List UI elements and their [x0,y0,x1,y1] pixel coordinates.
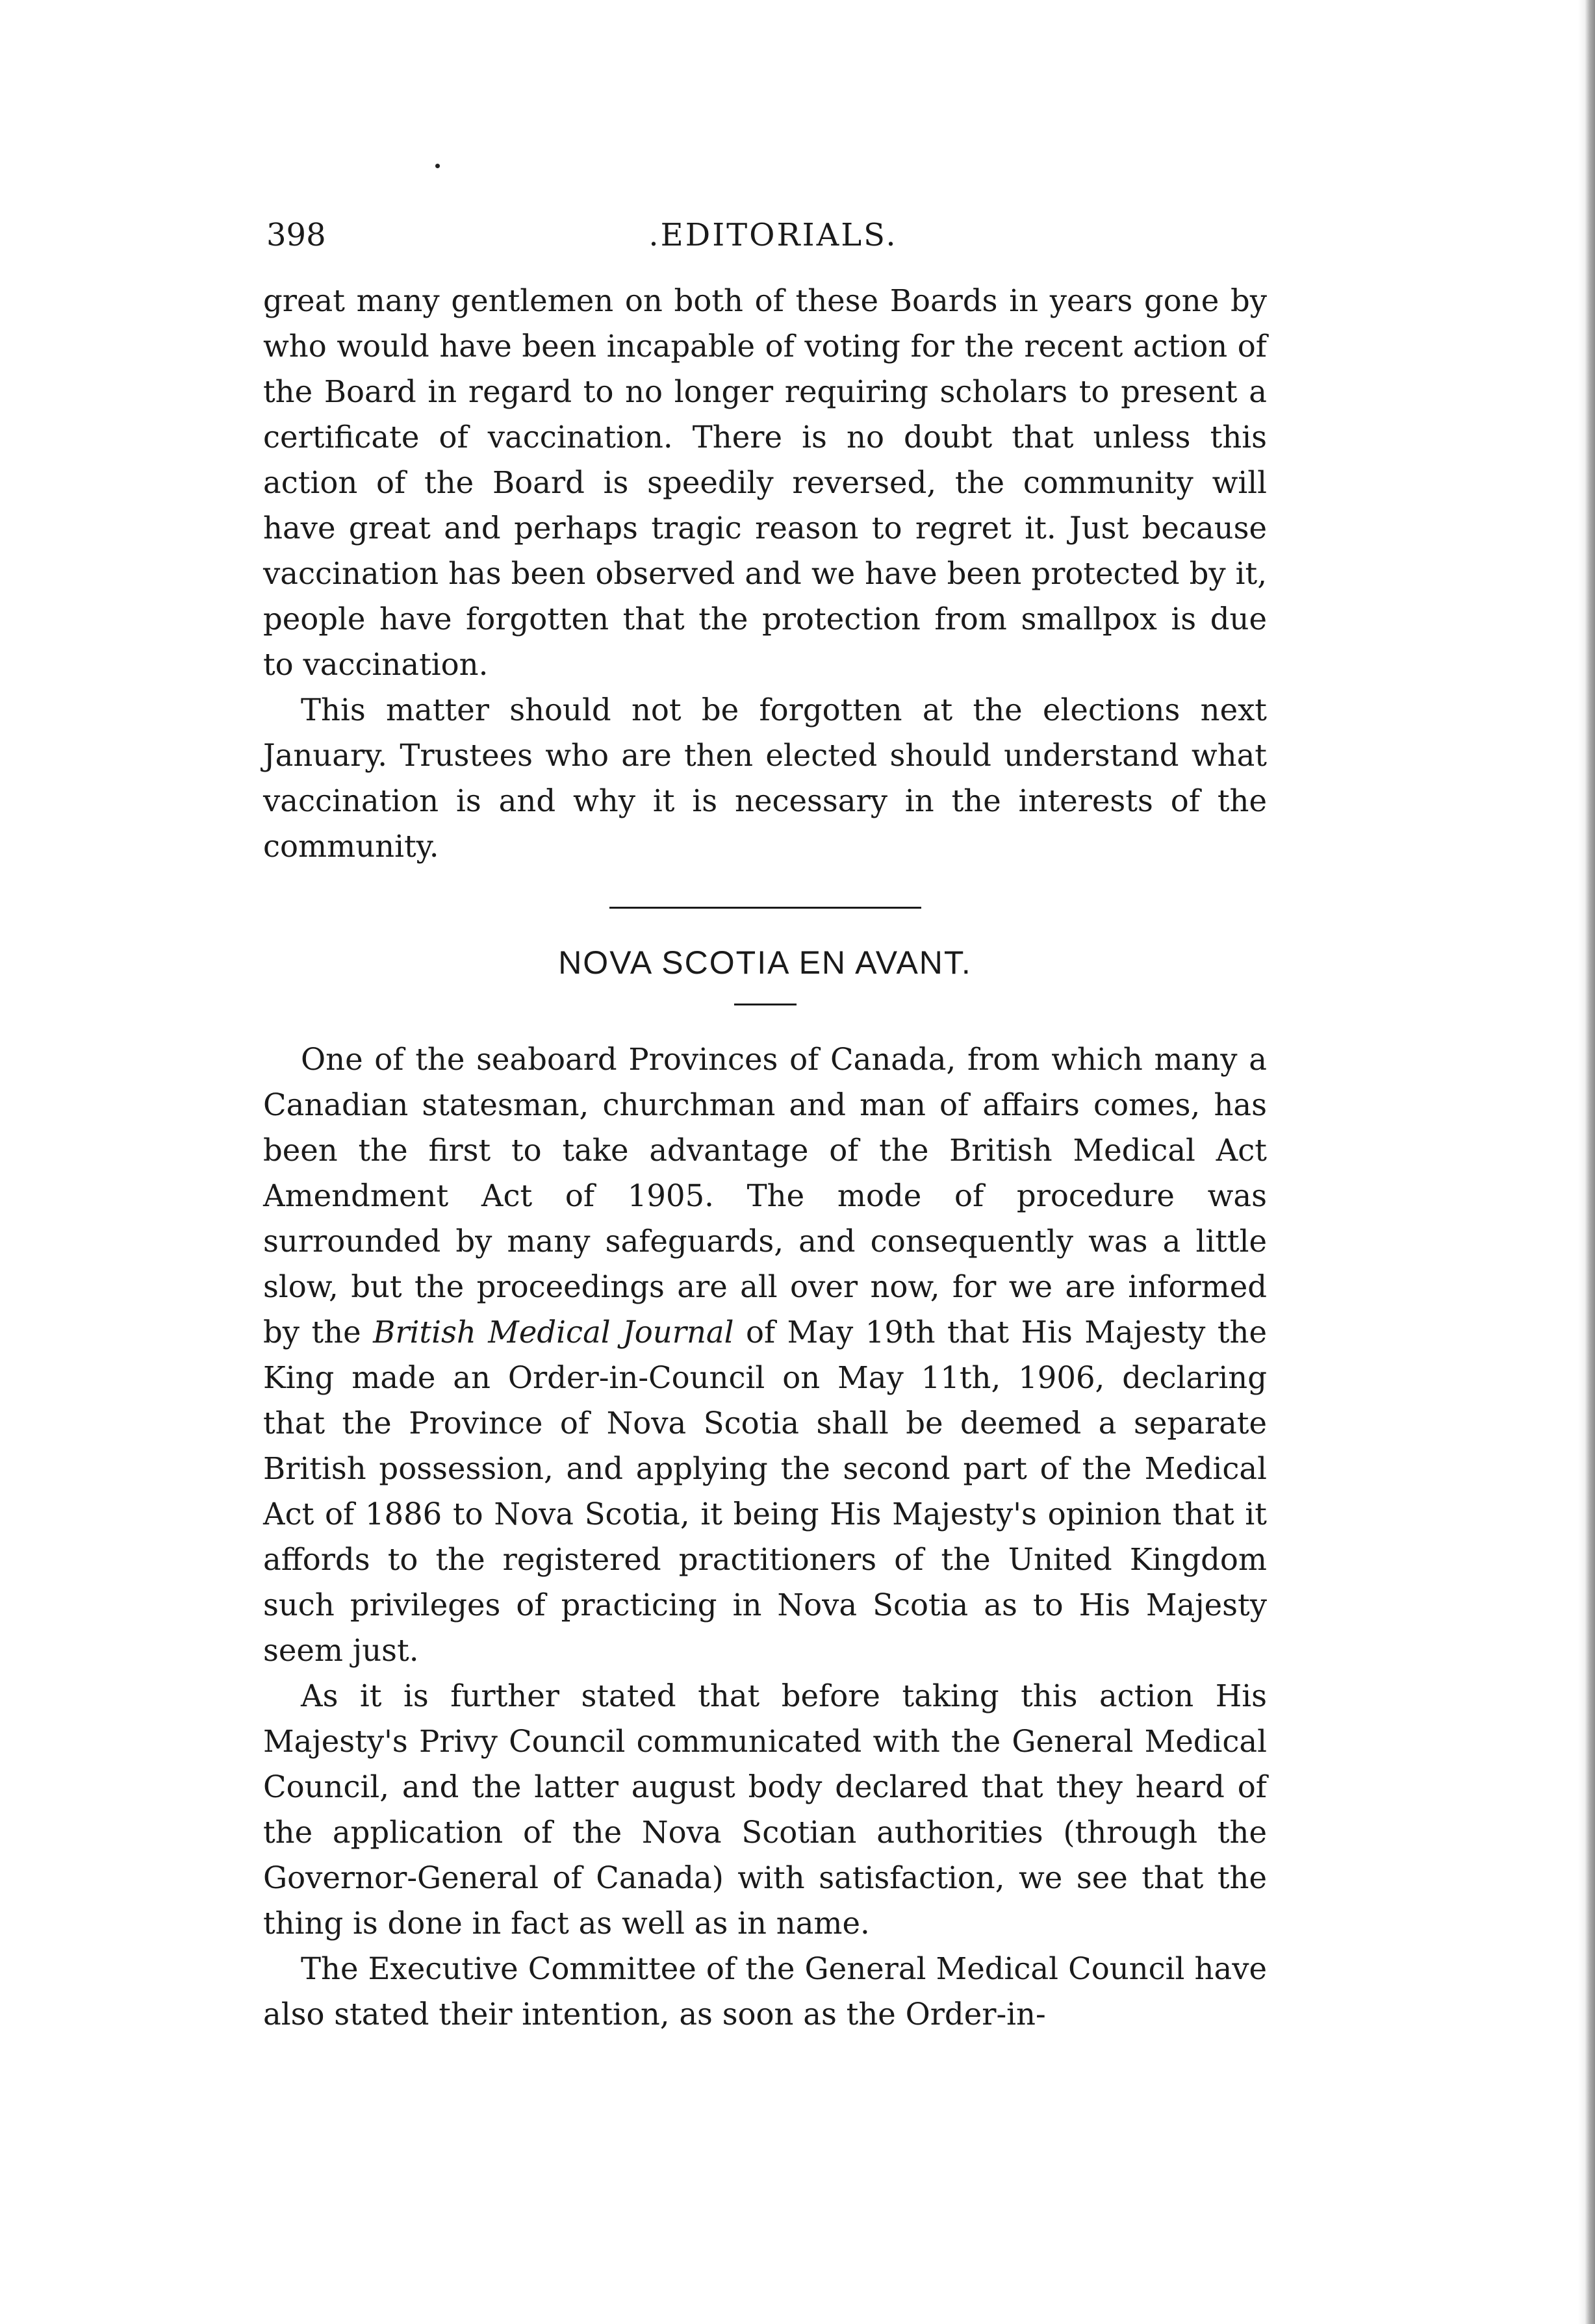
running-head: .EDITORIALS. [648,217,898,253]
ink-speck [435,164,440,168]
paragraph: As it is further stated that before taking this action His Majesty's Privy Council communicated with the General Medical Council, and the latter august body declared that they heard of the application of the Nova Scotian authorities (through the Governor-General of Canada) with satisfaction, we see that the thing is done in fact as well as in name. [263,1678,1267,1941]
paragraph: This matter should not be forgotten at the elections next January. Trustees who are then elected should understand what vaccination is and why it is necessary in the interests of the community. [263,692,1267,864]
paragraph-text: One of the seaboard Provinces of Canada, from which many a Canadian statesman, churchman and man of affairs comes, has been the first to take advantage of the British Medical Act Amendment Act of 1905. The mode of procedure was surrounded by many safeguards, and consequently was a little slow, but the proceedings are all over now, for we are informed by the [263,1042,1267,1350]
section-divider [609,907,921,909]
paragraph [263,1037,1267,1673]
page-number: 398 [266,217,326,253]
page-header [266,209,1280,261]
article-title: NOVA SCOTIA EN AVANT. [558,944,972,981]
page-body [263,278,1267,2037]
paragraph: The Executive Committee of the General Medical Council have also stated their intention, as soon as the Order-in- [263,1951,1267,2032]
continued-paragraph: great many gentlemen on both of these Boards in years gone by who would have been incapable of voting for the recent action of the Board in regard to no longer requiring scholars to present a certificate of vaccination. There is no doubt that unless this action of the Board is speedily reversed, the community will have great and perhaps tragic reason to regret it. Just because vaccination has been observed and we have been protected by it, people have forgotten that the protection from smallpox is due to vaccination. [263,283,1267,682]
paragraph-text: of May 19th that His Majesty the King made an Order-in-Council on May 11th, 1906, declaring that the Province of Nova Scotia shall be deemed a separate British possession, and applying the second part of the Medical Act of 1886 to Nova Scotia, it being His Majesty's opinion that it affords to the registered practitioners of the United Kingdom such privileges of practicing in Nova Scotia as to His Majesty seem just. [263,1315,1268,1668]
journal-title: British Medical Journal [373,1315,734,1350]
title-underline [734,1004,797,1005]
scan-edge-shadow [1578,0,1595,2324]
